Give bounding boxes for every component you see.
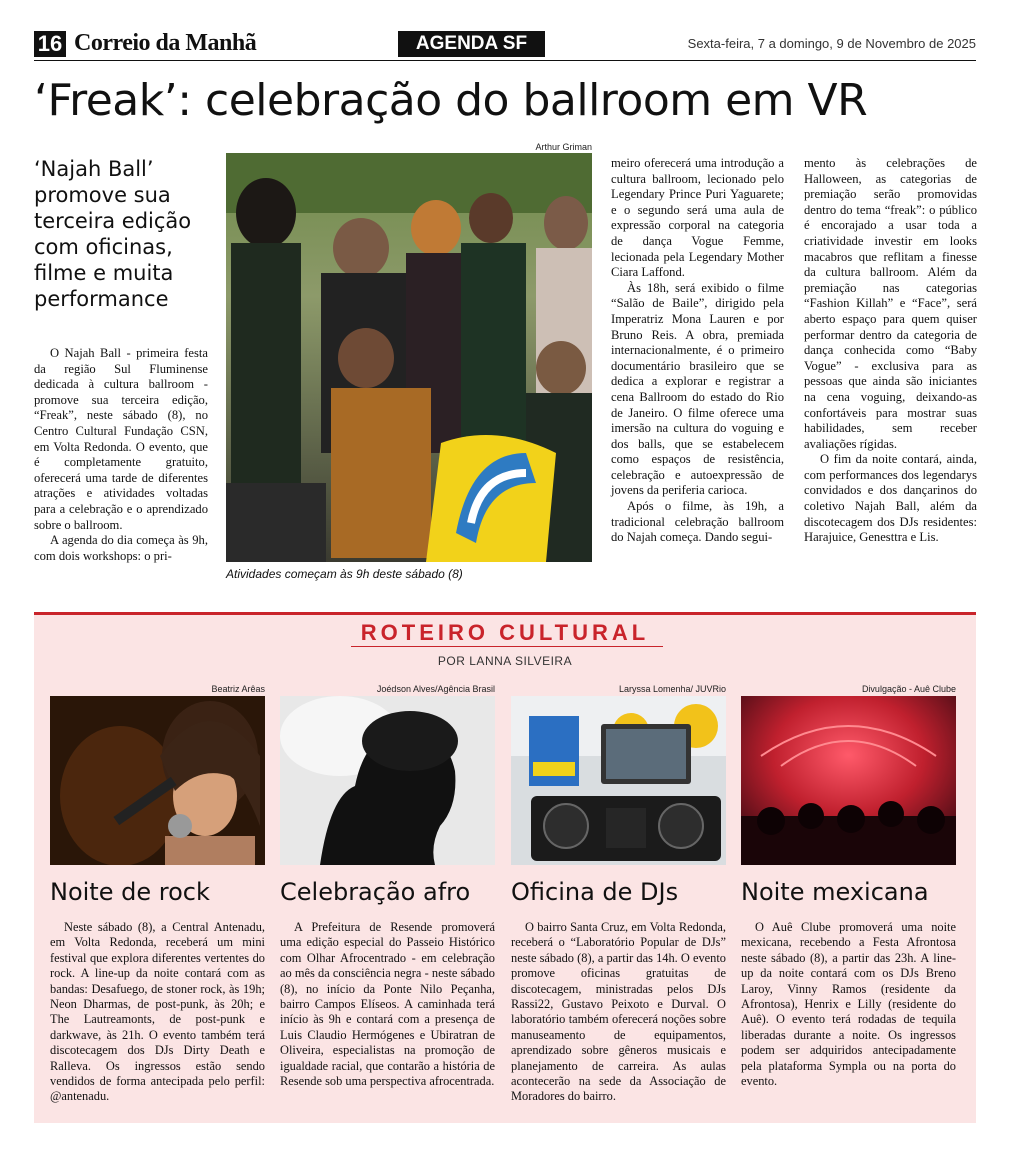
- afro-photo: [280, 696, 495, 865]
- card-body: [511, 920, 726, 1105]
- photo-credit: Divulgação - Auê Clube: [861, 684, 956, 694]
- card-title: Noite mexicana: [741, 878, 929, 906]
- main-photo: [226, 153, 592, 562]
- paragraph: O bairro Santa Cruz, em Volta Redonda, receberá o “Laboratório Popular de DJs” neste sábado (8), a partir das 14h. O evento promove oficinas gratuitas de discotecagem, ministradas pelos DJs Rassi22, Gustavo Peixoto e Durval. O laboratório também oferecerá noções sobre manuseamento de equipamentos, aprendizado sobre gêneros musicais e planejamento de carreira. As aulas acontecerão na sede da Associação de Moradores do bairro.: [511, 920, 726, 1104]
- roteiro-title-rule: [351, 646, 663, 647]
- card-title: Noite de rock: [50, 878, 210, 906]
- section-label: AGENDA SF: [398, 31, 545, 57]
- card-body: [280, 920, 495, 1089]
- article-column-1: [34, 346, 208, 564]
- card-title: Celebração afro: [280, 878, 471, 906]
- paragraph: mento às celebrações de Halloween, as categorias de premiação serão promovidas dentro do tema “freak”: o público é encorajado a usar toda a criatividade investir em looks macabros que reflitam a finesse da cultura ballroom. Além da premiação nas categorias “Fashion Killah” e “Face”, será aberto espaço para quem quiser performar dentro da categoria de dança conhecida como “Baby Vogue” - exclusiva para as pessoas que ainda são iniciantes na cena voguing, deixando-as confortáveis para mostrar suas habilidades, sem receber avaliações rígidas.: [804, 156, 977, 451]
- club-photo: [741, 696, 956, 865]
- dj-photo: [511, 696, 726, 865]
- photo-credit: Arthur Griman: [535, 142, 592, 152]
- photo-credit: Beatriz Arêas: [211, 684, 265, 694]
- headline: ‘Freak’: celebração do ballroom em VR: [34, 75, 868, 126]
- rock-photo: [50, 696, 265, 865]
- roteiro-byline: POR LANNA SILVEIRA: [437, 654, 573, 668]
- paragraph: O Najah Ball - primeira festa da região Sul Fluminense dedicada à cultura ballroom - promove sua terceira edição, “Freak”, neste sábado (8), no Centro Cultural Fundação CSN, em Volta Redonda. O evento, que é completamente gratuito, oferecerá uma tarde de diferentes atrações e atividades voltadas para a celebração e o aprendizado sobre o ballroom.: [34, 346, 208, 532]
- photo-caption: Atividades começam às 9h deste sábado (8): [226, 567, 463, 581]
- paragraph: Às 18h, será exibido o filme “Salão de Baile”, dirigido pela Imperatriz Mona Lauren e por Bruno Reis. A obra, premiada internacionalmente, é o primeiro documentário brasileiro que se dedica a explorar e registrar a cena Ballroom do estado do Rio de Janeiro. O filme oferece uma imersão na cultura do voguing e dos balls, que se estabelecem como espaços de resistência, celebração e autoexpressão de jovens da periferia carioca.: [611, 280, 784, 498]
- photo-credit: Joédson Alves/Agência Brasil: [376, 684, 495, 694]
- paragraph: A Prefeitura de Resende promoverá uma edição especial do Passeio Histórico com Olhar Afrocentrado - em celebração ao mês da consciência negra - neste sábado (8), no início da Ponte Nilo Peçanha, bairro Campos Elíseos. A caminhada terá início às 9h e contará com a presença de Luis Claudio Hermógenes e Ubiratran de Oliveira, especialistas na promoção de igualdade racial, que contarão a história de Resende sob uma perspectiva afrocentrada.: [280, 920, 495, 1089]
- roteiro-title: ROTEIRO CULTURAL: [360, 620, 650, 645]
- paragraph: A agenda do dia começa às 9h, com dois workshops: o pri-: [34, 533, 208, 563]
- subhead: ‘Najah Ball’ promove sua terceira edição com oficinas, filme e muita performance: [34, 157, 192, 311]
- newspaper-name: Correio da Manhã: [74, 30, 257, 56]
- article-column-3: [804, 156, 977, 546]
- issue-date: Sexta-feira, 7 a domingo, 9 de Novembro de 2025: [687, 36, 976, 51]
- paragraph: meiro oferecerá uma introdução a cultura ballroom, lecionado pelo Legendary Prince Puri Yaguarete; e o segundo será uma aula de expressão corporal na categoria de dança Vogue Femme, lecionada pela Legendary Mother Ciara Laffond.: [611, 156, 784, 280]
- paragraph: O fim da noite contará, ainda, com performances dos legendarys convidados e dos dançarinos do coletivo Najah Ball, além da discotecagem dos DJs residentes: Harajuice, Genesttra e Lis.: [804, 452, 977, 545]
- paragraph: Neste sábado (8), a Central Antenadu, em Volta Redonda, receberá um mini festival que explora diferentes vertentes do rock. A line-up da noite contará com as bandas: Desafuego, de stoner rock, às 19h; Neon Dharmas, de post-punk, às 20h; e The Lautreamonts, de post-punk e darkwave, às 21h. O evento também terá discotecagem dos DJs Dirty Death e Ralleva. Os ingressos estão sendo vendidos de forma antecipada pelo perfil: @antenadu.: [50, 920, 265, 1104]
- header-rule: [34, 60, 976, 61]
- card-body: [741, 920, 956, 1089]
- photo-credit: Laryssa Lomenha/ JUVRio: [618, 684, 726, 694]
- article-column-2: [611, 156, 784, 546]
- card-title: Oficina de DJs: [511, 878, 679, 906]
- page-number: 16: [34, 31, 66, 57]
- paragraph: Após o filme, às 19h, a tradicional celebração ballroom do Najah começa. Dando segui-: [611, 499, 784, 545]
- card-body: [50, 920, 265, 1105]
- paragraph: O Auê Clube promoverá uma noite mexicana, recebendo a Festa Afrontosa neste sábado (8), a partir das 23h. A line-up da noite contará com os DJs Breno Laroy, Vinny Ramos (residente da Afrontosa), Henrix e Lilly (residente do Auê). O evento terá rodadas de tequila liberadas durante a noite. Os ingressos podem ser adquiridos antecipadamente pela plataforma Sympla ou na porta do evento.: [741, 920, 956, 1089]
